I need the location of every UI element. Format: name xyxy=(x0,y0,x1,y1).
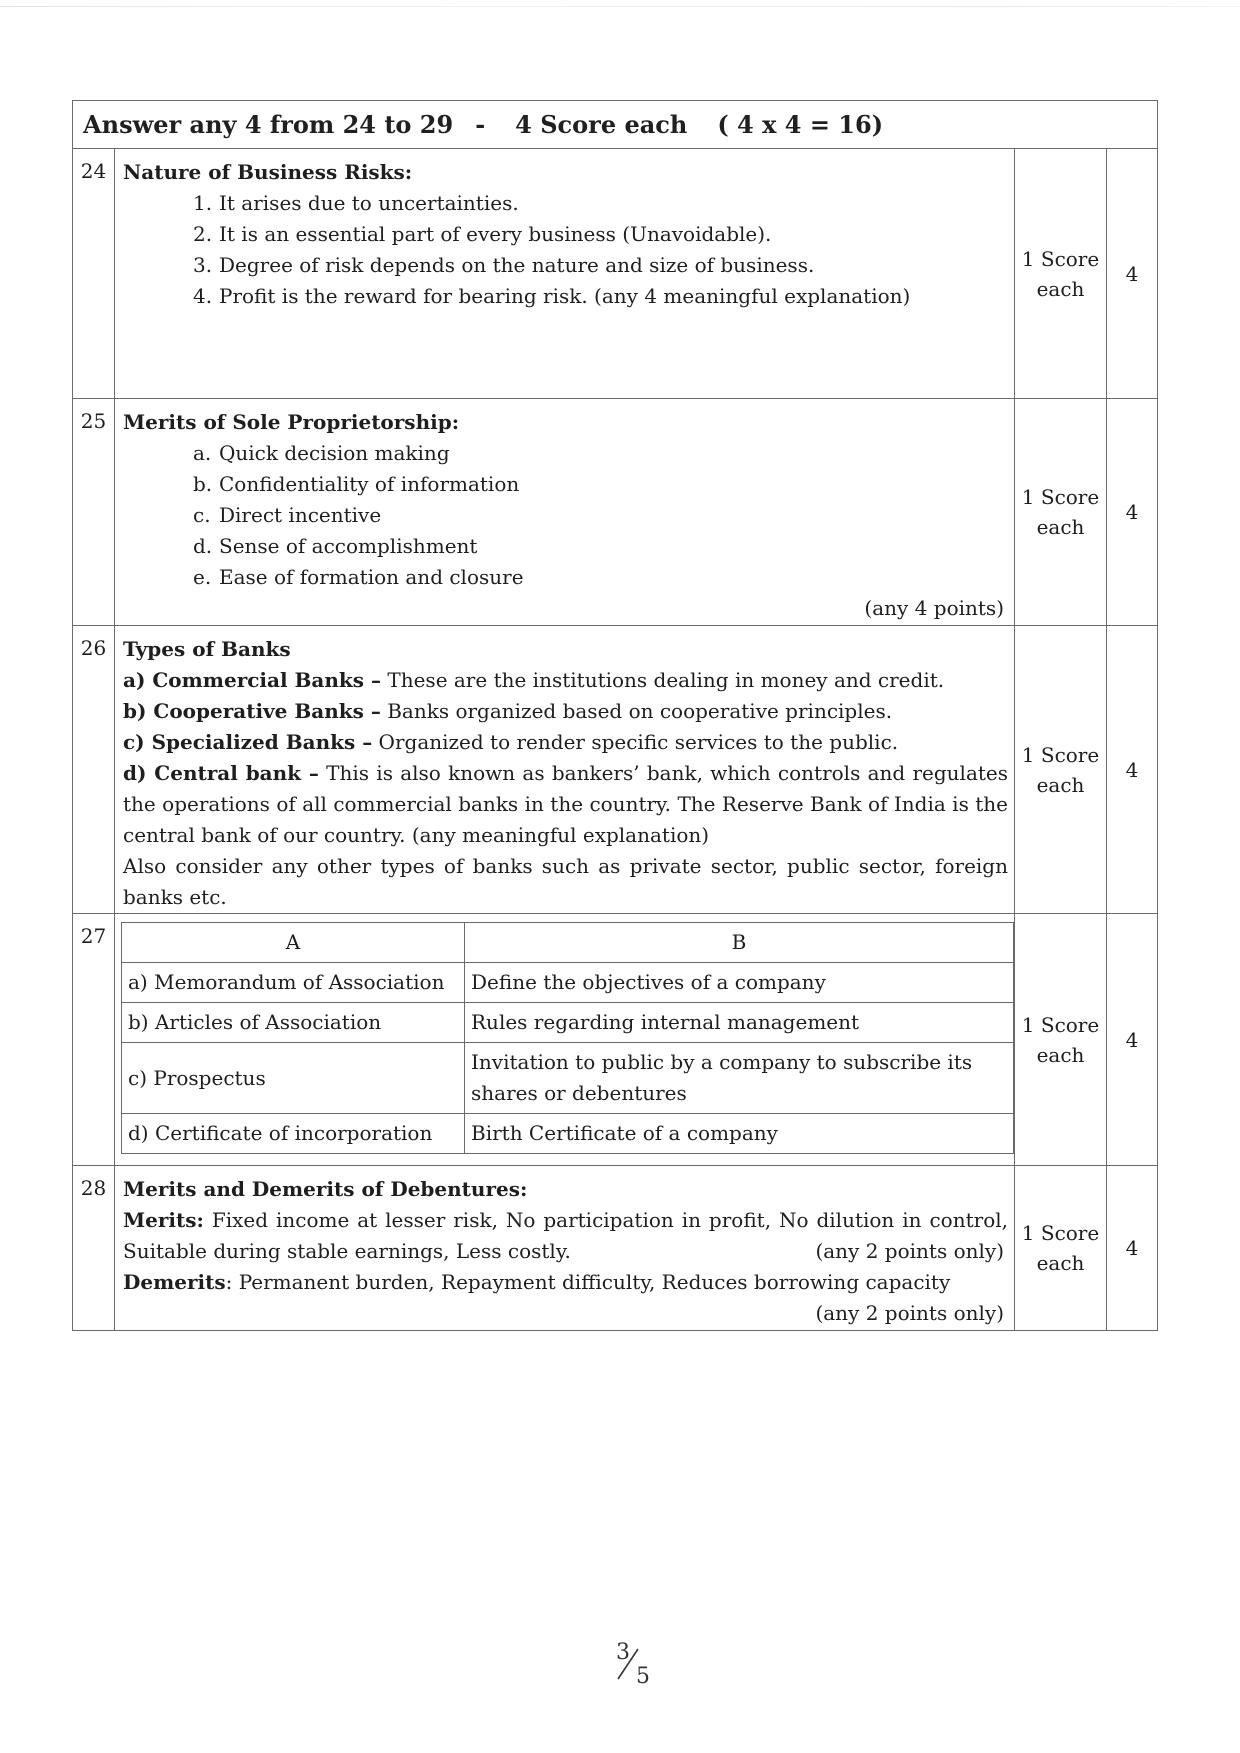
section-separator: - xyxy=(475,110,486,139)
list-text: Sense of accomplishment xyxy=(219,534,478,558)
score-label: 1 Score xyxy=(1021,246,1100,271)
list-item xyxy=(123,438,1008,469)
question-number: 26 xyxy=(73,626,115,913)
table-row xyxy=(122,963,1014,1003)
list-marker: e. xyxy=(193,565,212,589)
score-label-each: each xyxy=(1036,1251,1085,1275)
list-item xyxy=(123,188,1008,219)
table-header-row xyxy=(122,923,1014,963)
answer-cell xyxy=(115,914,1015,1165)
score-cell xyxy=(1015,149,1107,398)
demerits-label: Demerits xyxy=(123,1270,226,1294)
list-marker: d. xyxy=(193,534,213,558)
list-item xyxy=(123,531,1008,562)
list-text: Quick decision making xyxy=(219,441,450,465)
merits-text xyxy=(123,1205,1008,1267)
score-label-each: each xyxy=(1036,515,1085,539)
meaning-cell: Birth Certificate of a company xyxy=(465,1114,1014,1154)
section-title: Answer any 4 from 24 to 29 xyxy=(83,110,454,139)
score-cell xyxy=(1015,626,1107,913)
total-cell: 4 xyxy=(1125,757,1139,782)
score-label: 1 Score xyxy=(1021,485,1100,509)
score-label-each: each xyxy=(1036,772,1085,797)
match-table xyxy=(121,922,1014,1154)
question-row-25 xyxy=(73,399,1157,626)
list-text: Ease of formation and closure xyxy=(219,565,524,589)
question-row-26 xyxy=(73,626,1157,914)
meaning-cell: Rules regarding internal management xyxy=(465,1003,1014,1043)
merits-label: Merits: xyxy=(123,1208,204,1232)
list-marker: 1. xyxy=(193,191,213,215)
table-row xyxy=(122,1043,1014,1114)
total-cell: 4 xyxy=(1125,500,1139,524)
answer-list xyxy=(123,438,1008,593)
definition: Banks organized based on cooperative principles. xyxy=(380,699,893,723)
list-marker: 4. xyxy=(193,284,213,308)
total-cell: 4 xyxy=(1125,261,1139,286)
question-row-24 xyxy=(73,149,1157,399)
score-cell xyxy=(1015,1166,1107,1330)
answer-cell xyxy=(115,399,1015,625)
score-cell xyxy=(1015,399,1107,625)
list-item xyxy=(123,562,1008,593)
points-note: (any 4 points) xyxy=(864,596,1004,620)
demerits-points: : Permanent burden, Repayment difficulty, Reduces borrowing capacity xyxy=(225,1270,951,1294)
answer-cell xyxy=(115,1166,1015,1330)
question-title: Merits of Sole Proprietorship: xyxy=(123,410,460,434)
term: b) Cooperative Banks – xyxy=(123,699,381,723)
score-cell xyxy=(1015,914,1107,1165)
list-item xyxy=(123,469,1008,500)
bank-type-central xyxy=(123,758,1008,851)
meaning-cell: Invitation to public by a company to subscribe its shares or debentures xyxy=(465,1043,1014,1114)
section-score: 4 Score each xyxy=(515,110,688,139)
page-number-current: 3 xyxy=(616,1640,630,1665)
list-marker: b. xyxy=(193,472,213,496)
term-cell: b) Articles of Association xyxy=(122,1003,465,1043)
extra-note: Also consider any other types of banks such as private sector, public sector, foreign banks etc. xyxy=(123,854,1008,909)
list-item xyxy=(123,250,1008,281)
answer-key-table xyxy=(72,100,1158,1331)
score-label: 1 Score xyxy=(1021,1221,1100,1245)
score-label-each: each xyxy=(1036,276,1085,301)
list-text: Direct incentive xyxy=(219,503,382,527)
question-title: Types of Banks xyxy=(123,637,291,661)
definition: These are the institutions dealing in money and credit. xyxy=(381,668,945,692)
total-cell: 4 xyxy=(1125,1236,1139,1260)
list-text: Confidentiality of information xyxy=(219,472,520,496)
bank-type-specialized xyxy=(123,727,1008,758)
answer-cell xyxy=(115,626,1015,913)
list-text: Degree of risk depends on the nature and size of business. xyxy=(219,253,815,277)
bank-type-commercial xyxy=(123,665,1008,696)
column-header-a: A xyxy=(122,923,465,963)
section-formula: ( 4 x 4 = 16) xyxy=(717,110,884,139)
question-row-27 xyxy=(73,914,1157,1166)
list-marker: 2. xyxy=(193,222,213,246)
list-marker: c. xyxy=(193,503,211,527)
section-header xyxy=(73,101,1157,149)
page-number-total: 5 xyxy=(636,1664,650,1689)
score-label: 1 Score xyxy=(1021,742,1100,767)
score-label: 1 Score xyxy=(1021,1012,1100,1037)
list-marker: 3. xyxy=(193,253,213,277)
term-cell: d) Certificate of incorporation xyxy=(122,1114,465,1154)
scan-edge-line xyxy=(0,6,1240,7)
list-item xyxy=(123,281,1008,312)
question-row-28 xyxy=(73,1166,1157,1330)
list-item xyxy=(123,219,1008,250)
question-number: 25 xyxy=(73,399,115,625)
table-row xyxy=(122,1114,1014,1154)
term: d) Central bank – xyxy=(123,761,319,785)
list-text: It arises due to uncertainties. xyxy=(219,191,519,215)
list-text: It is an essential part of every business (Unavoidable). xyxy=(219,222,772,246)
list-text: Profit is the reward for bearing risk. (any 4 meaningful explanation) xyxy=(219,284,911,308)
answer-list xyxy=(123,188,1008,312)
page-number xyxy=(608,1635,668,1695)
bank-type-cooperative xyxy=(123,696,1008,727)
demerits-note: (any 2 points only) xyxy=(815,1301,1004,1325)
question-number: 27 xyxy=(73,914,115,1165)
definition: This is also known as bankers’ bank, which controls and regulates the operations of all commercial banks in the country. The Reserve Bank of India is the central bank of our country. (any meaningful explanation) xyxy=(123,761,1009,847)
term-cell: c) Prospectus xyxy=(122,1043,465,1114)
demerits-text xyxy=(123,1267,1008,1298)
merits-points: Fixed income at lesser risk, No participation in profit, No dilution in control, Suitable during stable earnings, Less costly. xyxy=(123,1208,1008,1263)
column-header-b: B xyxy=(465,923,1014,963)
term: a) Commercial Banks – xyxy=(123,668,382,692)
list-marker: a. xyxy=(193,441,212,465)
question-title: Nature of Business Risks: xyxy=(123,160,413,184)
merits-note: (any 2 points only) xyxy=(815,1239,1004,1263)
score-label-each: each xyxy=(1036,1042,1085,1067)
table-row xyxy=(122,1003,1014,1043)
total-cell: 4 xyxy=(1125,1027,1139,1052)
term-cell: a) Memorandum of Association xyxy=(122,963,465,1003)
question-number: 28 xyxy=(73,1166,115,1330)
term: c) Specialized Banks – xyxy=(123,730,373,754)
answer-cell xyxy=(115,149,1015,398)
list-item xyxy=(123,500,1008,531)
question-number: 24 xyxy=(73,149,115,398)
meaning-cell: Define the objectives of a company xyxy=(465,963,1014,1003)
question-title: Merits and Demerits of Debentures: xyxy=(123,1177,528,1201)
definition: Organized to render specific services to the public. xyxy=(372,730,899,754)
